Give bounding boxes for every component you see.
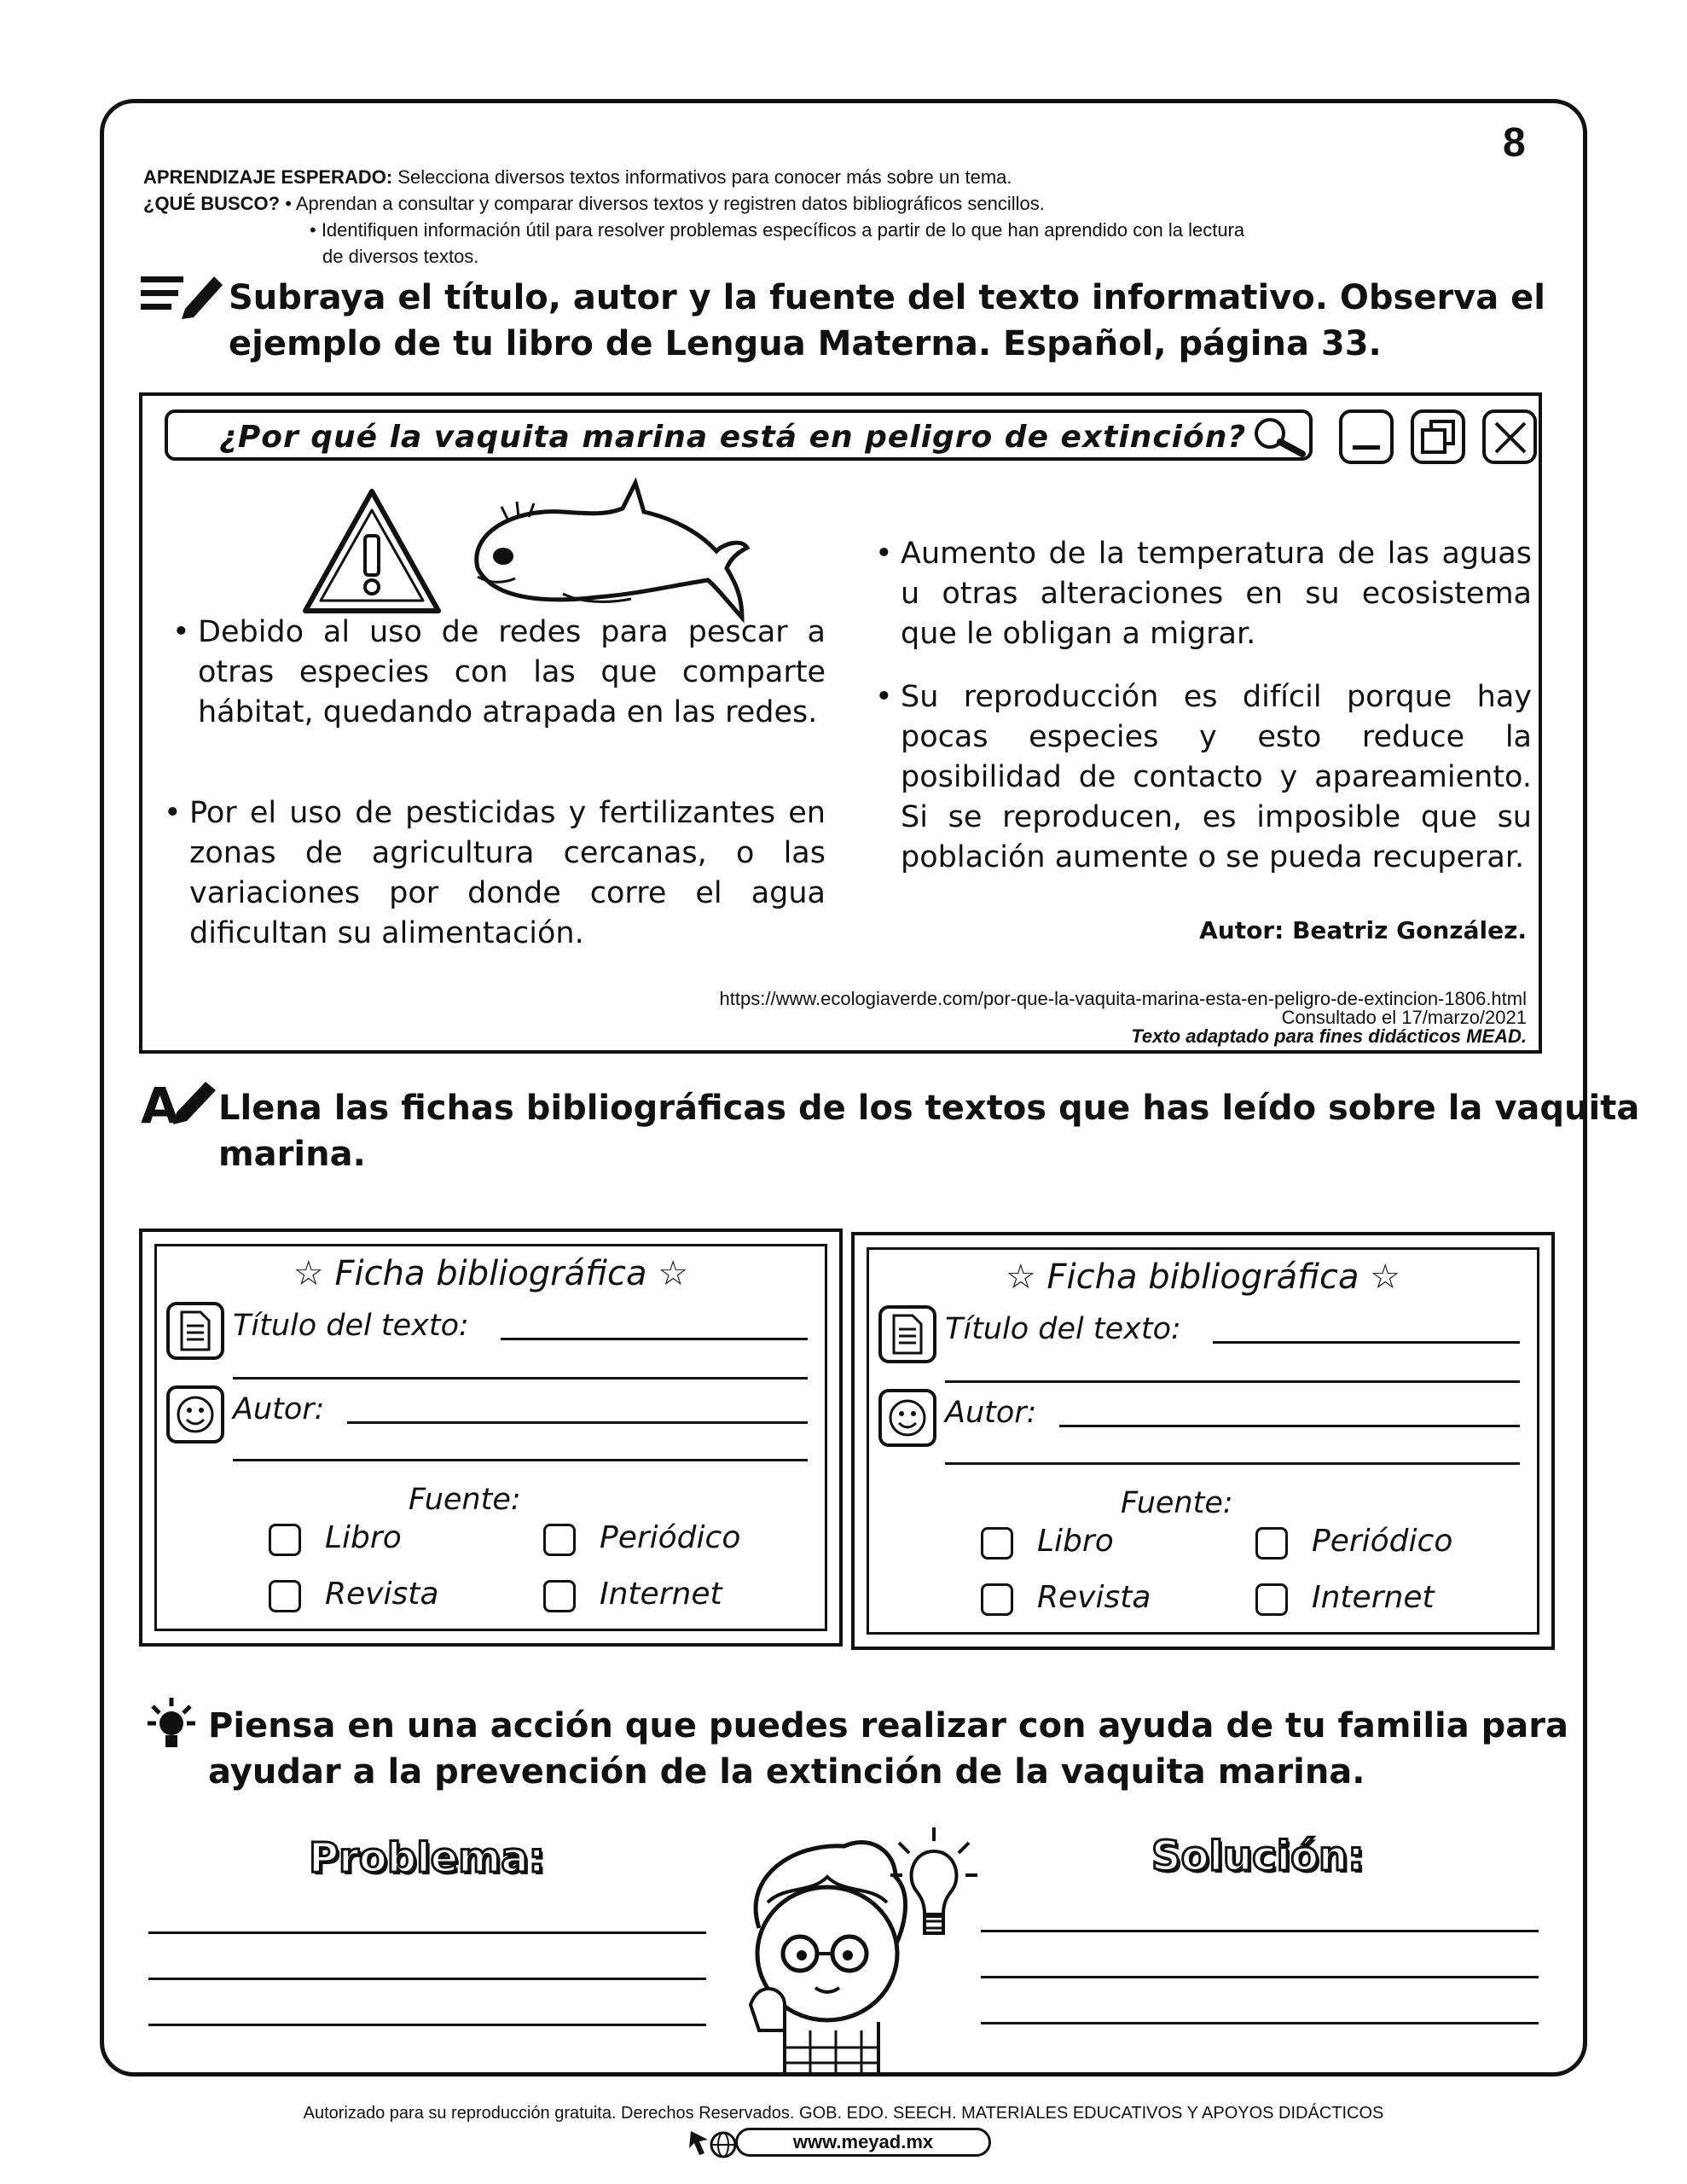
right-paragraph-1-text: Aumento de la temperatura de las aguas u otras alteraciones en su ecosistema que le obligan a migrar. bbox=[901, 537, 1532, 651]
smiley-icon bbox=[166, 1385, 224, 1443]
instruction-3-line-2: ayudar a la prevención de la extinción de la vaquita marina. bbox=[208, 1752, 1365, 1792]
problem-line-2[interactable] bbox=[148, 1978, 706, 1980]
option-internet: Internet bbox=[1312, 1580, 1435, 1615]
option-periodico: Periódico bbox=[600, 1520, 741, 1555]
option-libro: Libro bbox=[1037, 1524, 1114, 1559]
pencil-lines-icon bbox=[141, 271, 223, 319]
article-left-paragraph-2 bbox=[164, 793, 826, 954]
website-link[interactable]: www.meyad.mx bbox=[735, 2128, 991, 2157]
close-button[interactable] bbox=[1482, 410, 1537, 464]
instruction-2-line-1: Llena las fichas bibliográficas de los textos que has leído sobre la vaquita bbox=[218, 1089, 1640, 1128]
checkbox-libro[interactable] bbox=[269, 1524, 301, 1556]
source-label: Fuente: bbox=[409, 1483, 521, 1517]
problem-line-1[interactable] bbox=[148, 1931, 706, 1934]
warning-icon bbox=[300, 486, 443, 616]
bullet: • bbox=[875, 680, 893, 714]
checkbox-periodico[interactable] bbox=[1255, 1527, 1288, 1560]
checkbox-libro[interactable] bbox=[981, 1527, 1013, 1560]
title-line[interactable] bbox=[1213, 1341, 1520, 1344]
author-line-2[interactable] bbox=[233, 1459, 808, 1461]
article-titlebar bbox=[165, 410, 1313, 461]
busco-item-1: • Aprendan a consultar y comparar diversos textos y registren datos bibliográficos sencillos. bbox=[285, 193, 1045, 214]
minimize-button[interactable] bbox=[1339, 410, 1394, 464]
problem-line-3[interactable] bbox=[148, 2024, 706, 2026]
objectives bbox=[143, 164, 1244, 270]
author-line[interactable] bbox=[347, 1421, 808, 1424]
article-left-paragraph-1 bbox=[172, 613, 826, 733]
instruction-2-line-2: marina. bbox=[218, 1135, 366, 1174]
aprendizaje-label: APRENDIZAJE ESPERADO: bbox=[143, 166, 393, 188]
card-inner-border bbox=[867, 1247, 1539, 1635]
problem-label: Problema: bbox=[309, 1834, 545, 1882]
bibliographic-card-1 bbox=[139, 1228, 843, 1647]
busco-item-2: • Identifiquen información útil para resolver problemas específicos a partir de lo que han aprendido con la lectura bbox=[310, 219, 1245, 241]
checkbox-revista[interactable] bbox=[981, 1583, 1013, 1616]
document-icon bbox=[878, 1305, 936, 1363]
instruction-1 bbox=[229, 275, 1545, 367]
globe-cursor-icon bbox=[687, 2128, 739, 2162]
instruction-3 bbox=[208, 1703, 1568, 1795]
option-periodico: Periódico bbox=[1312, 1524, 1453, 1559]
option-libro: Libro bbox=[325, 1520, 402, 1555]
title-line[interactable] bbox=[501, 1338, 808, 1340]
restore-icon bbox=[1419, 418, 1458, 457]
title-line-2[interactable] bbox=[945, 1380, 1520, 1383]
author-label: Autor: bbox=[945, 1396, 1037, 1430]
instruction-3-line-1: Piensa en una acción que puedes realizar con ayuda de tu familia para bbox=[208, 1706, 1568, 1745]
smiley-icon bbox=[878, 1389, 936, 1447]
bullet: • bbox=[875, 537, 893, 571]
solution-line-1[interactable] bbox=[981, 1930, 1539, 1932]
card-inner-border bbox=[154, 1244, 827, 1631]
title-label: Título del texto: bbox=[233, 1309, 469, 1343]
card-heading: ☆ Ficha bibliográfica ☆ bbox=[1005, 1258, 1401, 1297]
minimize-icon bbox=[1353, 445, 1380, 450]
solution-line-2[interactable] bbox=[981, 1976, 1539, 1978]
source-consulted: Consultado el 17/marzo/2021 bbox=[1281, 1007, 1527, 1028]
checkbox-internet[interactable] bbox=[1255, 1583, 1288, 1616]
article-author: Autor: Beatriz González. bbox=[1199, 916, 1527, 944]
left-paragraph-1-text: Debido al uso de redes para pescar a otras especies con las que comparte hábitat, quedando atrapada en las redes. bbox=[198, 615, 826, 729]
svg-text:A: A bbox=[141, 1078, 179, 1128]
title-label: Título del texto: bbox=[945, 1312, 1181, 1346]
document-icon bbox=[166, 1302, 224, 1360]
card-heading-text: Ficha bibliográfica bbox=[1046, 1258, 1359, 1297]
lightbulb-icon bbox=[141, 1698, 202, 1757]
checkbox-revista[interactable] bbox=[269, 1580, 301, 1612]
option-revista: Revista bbox=[1037, 1580, 1151, 1615]
article-title: ¿Por qué la vaquita marina está en peligro de extinción? bbox=[219, 420, 1247, 455]
card-heading-text: Ficha bibliográfica bbox=[334, 1254, 647, 1293]
checkbox-internet[interactable] bbox=[543, 1580, 576, 1612]
bibliographic-card-2 bbox=[851, 1232, 1555, 1650]
busco-label: ¿QUÉ BUSCO? bbox=[143, 193, 281, 214]
article-right-paragraph-1 bbox=[875, 534, 1532, 654]
aprendizaje-text: Selecciona diversos textos informativos para conocer más sobre un tema. bbox=[397, 166, 1012, 188]
right-paragraph-2-text: Su reproducción es difícil porque hay pocas especies y esto reduce la posibilidad de contacto y apareamiento. Si se reproducen, es imposible que su población aumente o se pueda recuperar. bbox=[901, 680, 1532, 874]
bullet: • bbox=[172, 615, 190, 649]
option-internet: Internet bbox=[600, 1577, 722, 1612]
article-source bbox=[720, 990, 1527, 1046]
left-paragraph-2-text: Por el uso de pesticidas y fertilizantes en zonas de agricultura cercanas, o las variaciones por donde corre el agua dificultan su alimentación. bbox=[189, 796, 826, 950]
source-label: Fuente: bbox=[1121, 1486, 1233, 1520]
instruction-1-line-1: Subraya el título, autor y la fuente del texto informativo. Observa el bbox=[229, 278, 1546, 317]
solution-line-3[interactable] bbox=[981, 2022, 1539, 2024]
vaquita-illustration bbox=[461, 474, 751, 624]
title-line-2[interactable] bbox=[233, 1377, 808, 1380]
letter-pencil-icon bbox=[141, 1078, 217, 1128]
maximize-button[interactable] bbox=[1411, 410, 1465, 464]
source-adapted: Texto adaptado para fines didácticos MEAD. bbox=[1131, 1025, 1527, 1047]
lightbulb-idea-icon bbox=[887, 1826, 981, 1945]
close-icon bbox=[1491, 418, 1530, 457]
page-number: 8 bbox=[1503, 120, 1526, 166]
footer-rights: Autorizado para su reproducción gratuita. Derechos Reservados. GOB. EDO. SEECH. MATERIALES EDUCATIVOS Y APOYOS DIDÁCTICOS bbox=[303, 2104, 1384, 2123]
author-label: Autor: bbox=[233, 1392, 325, 1426]
checkbox-periodico[interactable] bbox=[543, 1524, 576, 1556]
search-icon[interactable] bbox=[1251, 415, 1309, 457]
busco-item-2-cont: de diversos textos. bbox=[322, 246, 479, 267]
instruction-1-line-2: ejemplo de tu libro de Lengua Materna. Español, página 33. bbox=[229, 324, 1382, 363]
article-right-paragraph-2 bbox=[875, 677, 1532, 878]
author-line[interactable] bbox=[1059, 1425, 1520, 1427]
solution-label: Solución: bbox=[1151, 1833, 1365, 1880]
card-heading: ☆ Ficha bibliográfica ☆ bbox=[293, 1254, 689, 1293]
bullet: • bbox=[164, 796, 182, 830]
author-line-2[interactable] bbox=[945, 1462, 1520, 1465]
instruction-2 bbox=[218, 1085, 1639, 1177]
source-url[interactable]: https://www.ecologiaverde.com/por-que-la-vaquita-marina-esta-en-peligro-de-extincion-1806.html bbox=[719, 988, 1527, 1009]
option-revista: Revista bbox=[325, 1577, 439, 1612]
